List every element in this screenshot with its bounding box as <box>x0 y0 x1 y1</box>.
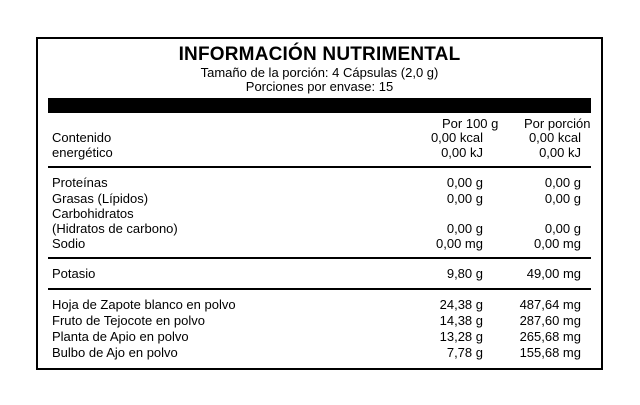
protein-per-serving: 0,00 g <box>544 175 581 190</box>
ingredient-per-100g: 14,38 g <box>439 313 483 328</box>
energy-kcal-per-100g: 0,00 kcal <box>430 130 483 145</box>
column-header-per-100g: Por 100 g <box>442 116 499 131</box>
nutrition-facts-panel <box>36 37 603 370</box>
ingredient-per-100g: 7,78 g <box>446 345 483 360</box>
divider-rule <box>48 257 591 259</box>
ingredient-per-100g: 13,28 g <box>439 329 483 344</box>
potassium-per-serving: 49,00 mg <box>526 266 581 281</box>
serving-size: Tamaño de la porción: 4 Cápsulas (2,0 g) <box>200 65 439 80</box>
ingredient-per-serving: 265,68 mg <box>519 329 581 344</box>
ingredient-per-100g: 24,38 g <box>439 297 483 312</box>
carbs-label-line2: (Hidratos de carbono) <box>52 221 178 236</box>
header-bar <box>48 98 591 113</box>
carbs-per-serving: 0,00 g <box>544 221 581 236</box>
energy-kj-per-100g: 0,00 kJ <box>441 145 483 160</box>
ingredient-label: Bulbo de Ajo en polvo <box>52 345 178 360</box>
protein-per-100g: 0,00 g <box>446 175 483 190</box>
sodium-per-serving: 0,00 mg <box>534 236 581 251</box>
ingredient-per-serving: 155,68 mg <box>519 345 581 360</box>
fat-label: Grasas (Lípidos) <box>52 191 149 206</box>
ingredient-per-serving: 287,60 mg <box>519 313 581 328</box>
energy-label-line2: energético <box>52 145 113 160</box>
divider-rule <box>48 166 591 168</box>
ingredient-label: Hoja de Zapote blanco en polvo <box>52 297 236 312</box>
energy-kj-per-serving: 0,00 kJ <box>539 145 581 160</box>
ingredient-per-serving: 487,64 mg <box>519 297 581 312</box>
ingredient-label: Planta de Apio en polvo <box>52 329 189 344</box>
fat-per-100g: 0,00 g <box>446 191 483 206</box>
energy-kcal-per-serving: 0,00 kcal <box>528 130 581 145</box>
servings-per-container: Porciones por envase: 15 <box>245 79 394 94</box>
sodium-per-100g: 0,00 mg <box>436 236 483 251</box>
energy-label-line1: Contenido <box>52 130 112 145</box>
ingredient-label: Fruto de Tejocote en polvo <box>52 313 205 328</box>
protein-label: Proteínas <box>52 175 108 190</box>
potassium-label: Potasio <box>52 266 96 281</box>
carbs-label-line1: Carbohidratos <box>52 206 134 221</box>
divider-rule <box>48 288 591 290</box>
potassium-per-100g: 9,80 g <box>446 266 483 281</box>
sodium-label: Sodio <box>52 236 86 251</box>
carbs-per-100g: 0,00 g <box>446 221 483 236</box>
column-header-per-serving: Por porción <box>524 116 591 131</box>
fat-per-serving: 0,00 g <box>544 191 581 206</box>
panel-title: INFORMACIÓN NUTRIMENTAL <box>178 44 461 65</box>
